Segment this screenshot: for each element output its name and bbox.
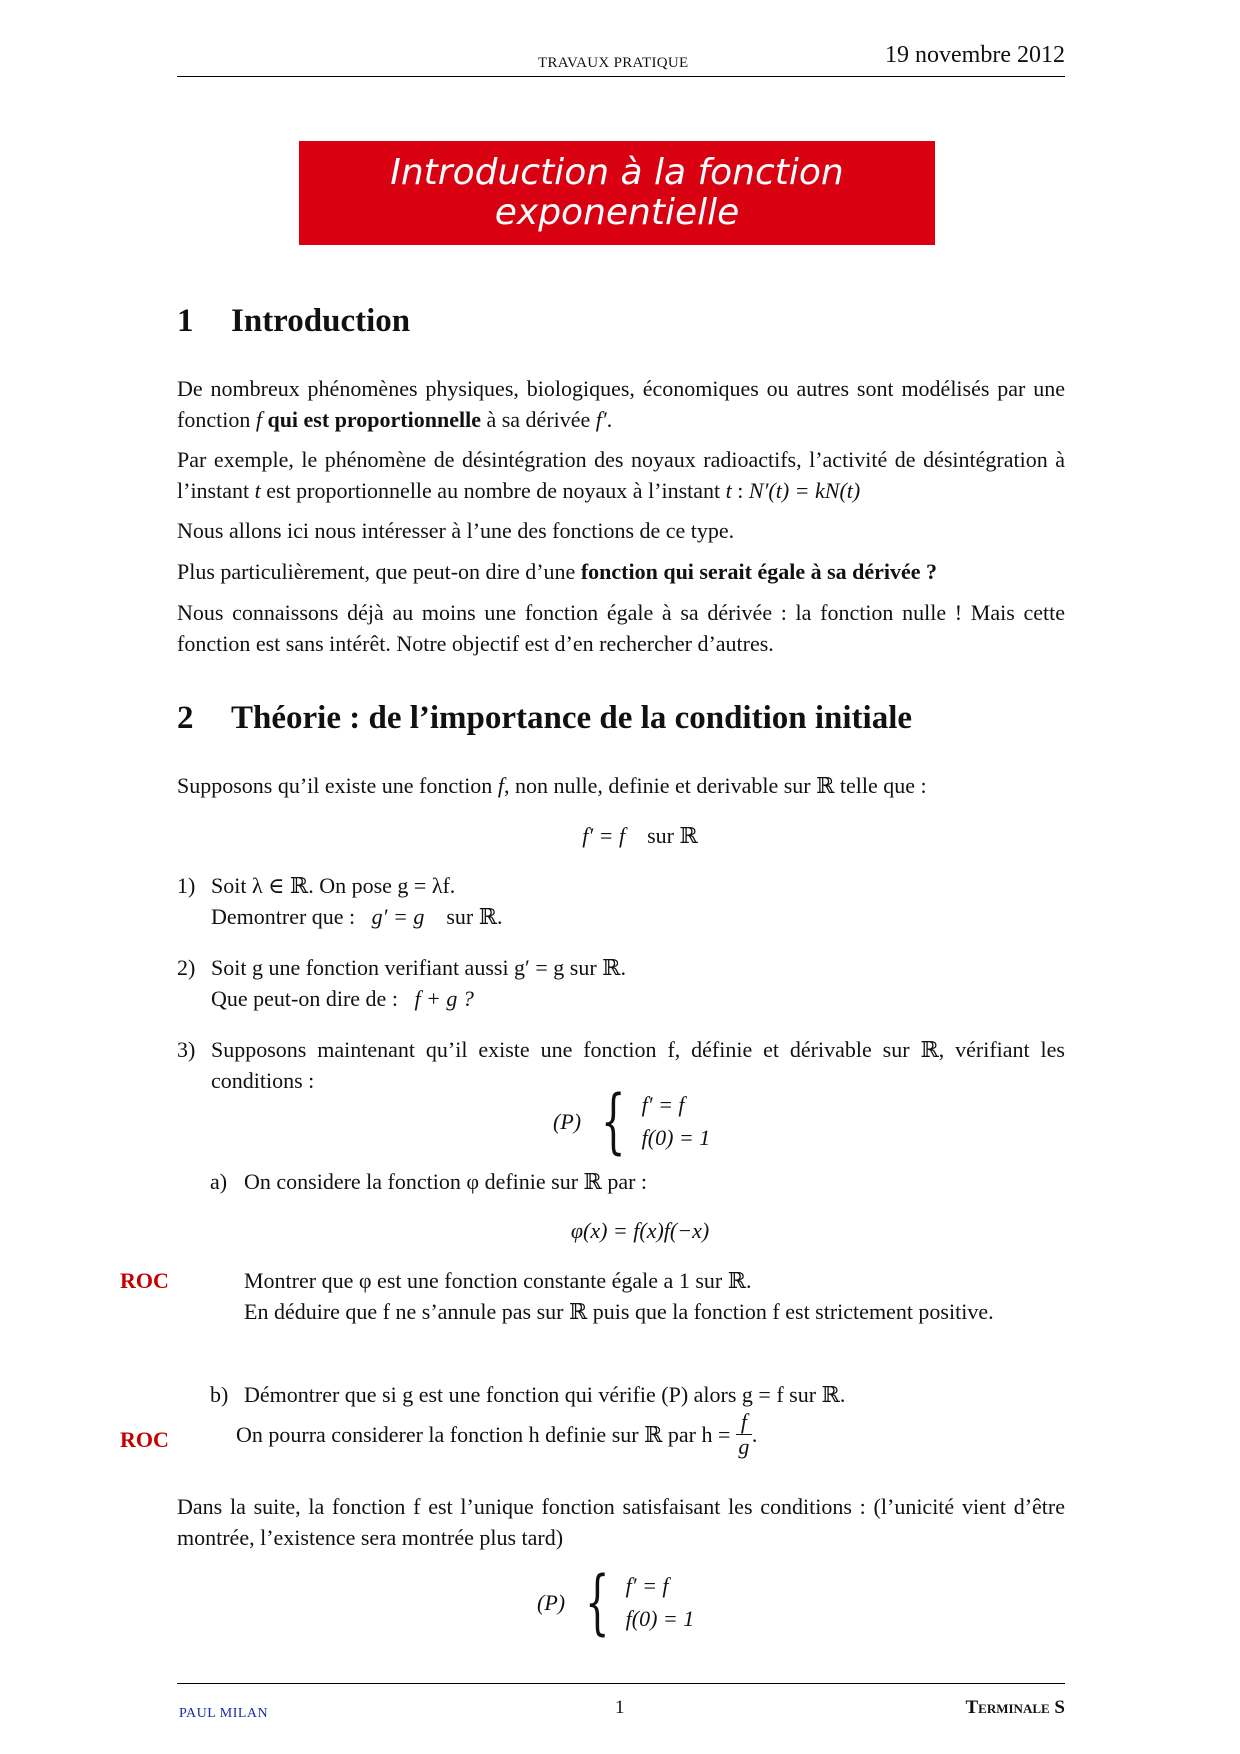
question-1-label: 1) (177, 873, 196, 898)
roc-label-1: ROC (120, 1268, 169, 1293)
s2-intro-text-b: , non nulle, definie et derivable sur ℝ telle que : (503, 773, 927, 798)
roc-1-line-2: En déduire que f ne s’annule pas sur ℝ puis que la fonction f est strictement positive. (244, 1299, 994, 1324)
footer-author: PAUL MILAN (179, 1706, 269, 1721)
s1-p2-text-b: est proportionnelle au nombre de noyaux à l’instant (260, 478, 726, 503)
equation-1-tail: sur ℝ (647, 823, 698, 848)
question-2-line-2 (211, 983, 1065, 1014)
s1-p1-text-a: De nombreux phénomènes physiques, biologiques, économiques ou autres sont modélisés par une fonction (177, 376, 1065, 432)
section-2-number: 2 (177, 700, 194, 736)
system-P-2 (537, 1561, 695, 1643)
s1-paragraph-1 (177, 373, 1065, 435)
section-2-title: Théorie : de l’importance de la condition initiale (231, 700, 913, 736)
s1-p1-end: . (606, 407, 613, 432)
title-line-2: exponentielle (494, 192, 740, 233)
question-3b-text: Démontrer que si g est une fonction qui vérifie (P) alors g = f sur ℝ. (244, 1382, 846, 1407)
s1-p4-bold: fonction qui serait égale à sa dérivée ? (580, 559, 938, 584)
s1-p2-equation: N′(t) = kN(t) (748, 478, 861, 503)
system-2-line-2: f(0) = 1 (625, 1606, 695, 1631)
equation-1 (540, 820, 740, 851)
question-2-label: 2) (177, 955, 196, 980)
question-1-equation: g′ = g (371, 904, 425, 929)
s1-paragraph-3: Nous allons ici nous intéresser à l’une des fonctions de ce type. (177, 518, 735, 543)
section-1-heading (177, 303, 411, 339)
question-3a (210, 1166, 1065, 1197)
question-2-line-1: Soit g une fonction verifiant aussi g′ = g sur ℝ. (211, 955, 626, 980)
fraction-numerator: f (740, 1409, 747, 1434)
roc-1-content (244, 1265, 1065, 1327)
s1-p1-f: f (255, 407, 262, 432)
title-line-1: Introduction à la fonction (390, 152, 844, 193)
s1-p2-t2: t (725, 478, 732, 503)
fraction-f-over-g (736, 1410, 752, 1459)
s1-paragraph-4 (177, 556, 1065, 587)
question-3b-label: b) (210, 1382, 229, 1407)
s2-intro-f: f (497, 773, 504, 798)
s1-p4-text: Plus particulièrement, que peut-on dire d’une (177, 559, 581, 584)
question-3a-text: On considere la fonction φ definie sur ℝ par : (244, 1169, 648, 1194)
question-3b (210, 1379, 1065, 1410)
s1-p1-text-b: à sa dérivée (480, 407, 596, 432)
system-2-brace: { (585, 1561, 610, 1643)
footer-page-number: 1 (615, 1697, 625, 1718)
question-3a-label: a) (210, 1169, 228, 1194)
roc-2-content (236, 1410, 1065, 1459)
system-1-label: (P) (553, 1108, 582, 1134)
system-1-brace: { (601, 1080, 626, 1162)
section-1-number: 1 (177, 303, 194, 339)
question-3-text: Supposons maintenant qu’il existe une fonction f, définie et dérivable sur ℝ, vérifiant les conditions : (211, 1037, 1065, 1093)
header-rule (177, 76, 1065, 77)
question-2-text: Que peut-on dire de : (211, 986, 404, 1011)
question-1-line-1: Soit λ ∈ ℝ. On pose g = λf. (211, 873, 456, 898)
header-date: 19 novembre 2012 (885, 42, 1065, 68)
s2-intro-text-a: Supposons qu’il existe une fonction (177, 773, 498, 798)
system-1-line-1: f′ = f (641, 1092, 685, 1117)
question-1-line-2 (211, 901, 1065, 932)
question-1 (177, 870, 1065, 932)
section-1-title: Introduction (231, 303, 411, 339)
s2-conclusion: Dans la suite, la fonction f est l’unique fonction satisfaisant les conditions : (l’unicité vient d’être montrée, l’existence sera montrée plus tard) (177, 1494, 1065, 1550)
system-P-1 (553, 1080, 711, 1162)
question-3-label: 3) (177, 1037, 196, 1062)
header-title: TRAVAUX PRATIQUE (538, 55, 689, 71)
s1-p2-t: t (254, 478, 261, 503)
footer-rule (177, 1683, 1065, 1684)
s1-p1-bold: qui est proportionnelle (267, 407, 481, 432)
system-1-line-2: f(0) = 1 (641, 1125, 711, 1150)
footer-class: Terminale S (965, 1697, 1065, 1718)
question-1-text: Demontrer que : (211, 904, 361, 929)
section-2-heading (177, 700, 913, 736)
fraction-denominator: g (738, 1434, 750, 1459)
system-2-line-1: f′ = f (625, 1573, 669, 1598)
equation-phi-text: φ(x) = f(x)f(−x) (570, 1218, 710, 1243)
question-1-tail: sur ℝ. (446, 904, 503, 929)
roc-1-line-1: Montrer que φ est une fonction constante égale a 1 sur ℝ. (244, 1268, 752, 1293)
question-2-equation: f + g ? (414, 986, 474, 1011)
roc-2-text: On pourra considerer la fonction h definie sur ℝ par h = (236, 1422, 731, 1447)
equation-phi (520, 1215, 760, 1246)
title-box (299, 141, 935, 245)
s1-p1-fprime: f′ (595, 407, 607, 432)
s1-paragraph-2 (177, 444, 1065, 506)
roc-2-end: . (751, 1422, 758, 1447)
s1-p2-text-c: : (731, 478, 749, 503)
equation-1-main: f′ = f (582, 823, 626, 848)
system-2-label: (P) (537, 1589, 566, 1615)
s2-intro (177, 770, 1065, 801)
roc-label-2: ROC (120, 1427, 169, 1452)
s1-paragraph-5: Nous connaissons déjà au moins une fonction égale à sa dérivée : la fonction nulle ! Mais cette fonction est sans intérêt. Notre objectif est d’en rechercher d’autres. (177, 600, 1065, 656)
s1-p2-text-a: Par exemple, le phénomène de désintégration des noyaux radioactifs, l’activité de désintégration à l’instant (177, 447, 1065, 503)
question-2 (177, 952, 1065, 1014)
